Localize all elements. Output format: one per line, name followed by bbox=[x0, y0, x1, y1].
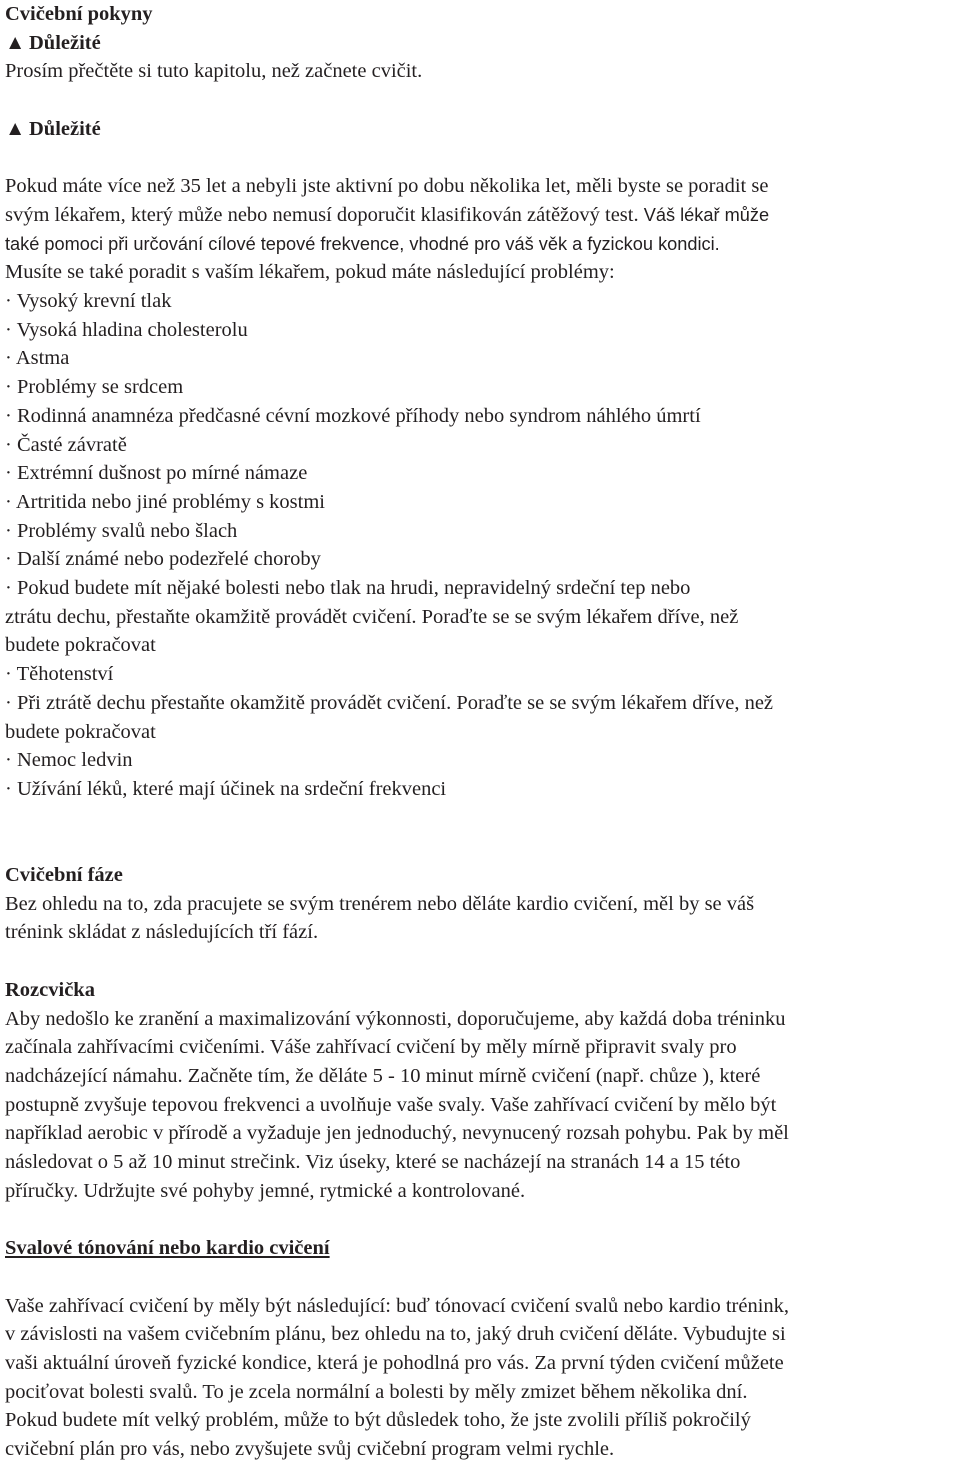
bullet-icon: · bbox=[5, 548, 12, 571]
important-heading-2 bbox=[5, 115, 955, 144]
consult-line-2: svým lékařem, který může nebo nemusí doporučit klasifikován zátěžový test. Váš lékař může bbox=[5, 203, 770, 226]
list-item: · Vysoký krevní tlak bbox=[5, 290, 172, 312]
toning-line: cvičební plán pro vás, nebo zvyšujete svůj cvičební program velmi rychle. bbox=[5, 1438, 615, 1461]
consult-line-1: Pokud máte více než 35 let a nebyli jste aktivní po dobu několika let, měli byste se poradit se bbox=[5, 175, 769, 198]
consult-sans-line: také pomoci při určování cílové tepové frekvence, vhodné pro váš věk a fyzickou kondici. bbox=[5, 233, 720, 254]
bullet-icon: · bbox=[5, 433, 12, 456]
document-page bbox=[5, 0, 955, 1464]
chest-pain-line-3: budete pokračovat bbox=[5, 634, 156, 657]
warmup-title: Rozcvička bbox=[5, 978, 95, 1001]
bullet-icon: · bbox=[5, 777, 12, 800]
phases-title: Cvičební fáze bbox=[5, 864, 123, 887]
important-heading bbox=[5, 29, 955, 58]
problems-intro: Musíte se také poradit s vaším lékařem, pokud máte následující problémy: bbox=[5, 261, 615, 284]
phases-line: trénink skládat z následujících tří fází. bbox=[5, 921, 319, 944]
toning-line: pociťovat bolesti svalů. To je zcela normální a bolesti by měly zmizet během několika dní. bbox=[5, 1380, 748, 1403]
intro-text: Prosím přečtěte si tuto kapitolu, než začnete cvičit. bbox=[5, 60, 423, 83]
toning-line: vaši aktuální úroveň fyzické kondice, která je pohodlná pro vás. Za první týden cvičení můžete bbox=[5, 1351, 784, 1374]
list-item-pregnancy: · Těhotenství bbox=[5, 663, 114, 686]
warning-triangle-icon: ▲ bbox=[5, 117, 26, 140]
list-item: · Vysoká hladina cholesterolu bbox=[5, 318, 248, 341]
list-item: · Astma bbox=[5, 347, 70, 370]
list-item-chest-pain: · Pokud budete mít nějaké bolesti nebo tlak na hrudi, nepravidelný srdeční tep nebo bbox=[5, 577, 691, 600]
warmup-line: například aerobic v přírodě a vyžaduje jen jednoduchý, nevynucený rozsah pohybu. Pak by měl bbox=[5, 1122, 789, 1145]
consult-sans-tail: Váš lékař může bbox=[643, 204, 770, 225]
toning-line: Pokud budete mít velký problém, může to být důsledek toho, že jste zvolili příliš pokročilý bbox=[5, 1409, 751, 1432]
bullet-icon: · bbox=[5, 290, 12, 312]
warmup-line: začínala zahřívacími cvičeními. Váše zahřívací cvičení by měly mírně připravit svaly pro bbox=[5, 1036, 737, 1059]
important-label-2: Důležité bbox=[29, 117, 101, 140]
warning-triangle-icon: ▲ bbox=[5, 31, 26, 54]
list-item: · Problémy svalů nebo šlach bbox=[5, 519, 238, 542]
list-item-medication: · Užívání léků, které mají účinek na srdeční frekvenci bbox=[5, 777, 447, 800]
warmup-line: postupně zvyšuje tepovou frekvenci a uvolňuje vaše svaly. Vaše zahřívací cvičení by mělo být bbox=[5, 1093, 777, 1116]
warmup-line: nadcházející námahu. Začněte tím, že děláte 5 - 10 minut mírně cvičení (např. chůze ), které bbox=[5, 1064, 761, 1087]
warmup-line: následovat o 5 až 10 minut strečink. Viz úseky, které se nacházejí na stranách 14 a 15 této bbox=[5, 1151, 741, 1174]
bullet-icon: · bbox=[5, 519, 12, 542]
bullet-icon: · bbox=[5, 347, 12, 370]
list-item: · Problémy se srdcem bbox=[5, 376, 184, 399]
bullet-icon: · bbox=[5, 318, 12, 341]
bullet-icon: · bbox=[5, 376, 12, 399]
bullet-icon: · bbox=[5, 663, 12, 686]
list-item: · Extrémní dušnost po mírné námaze bbox=[5, 462, 308, 485]
toning-line: v závislosti na vašem cvičebním plánu, bez ohledu na to, jaký druh cvičení děláte. Vybudujte si bbox=[5, 1323, 786, 1346]
important-label: Důležité bbox=[29, 31, 101, 54]
breath-loss-line-2: budete pokračovat bbox=[5, 720, 156, 743]
list-item-kidney: · Nemoc ledvin bbox=[5, 749, 133, 772]
bullet-icon: · bbox=[5, 577, 12, 600]
warmup-line: příručky. Udržujte své pohyby jemné, rytmické a kontrolované. bbox=[5, 1179, 526, 1202]
list-item: · Rodinná anamnéza předčasné cévní mozkové příhody nebo syndrom náhlého úmrtí bbox=[5, 404, 701, 427]
section-title: Cvičební pokyny bbox=[5, 3, 153, 25]
bullet-icon: · bbox=[5, 462, 12, 485]
chest-pain-line-2: ztrátu dechu, přestaňte okamžitě provádět cvičení. Poraďte se se svým lékařem dříve, než bbox=[5, 605, 739, 628]
warmup-line: Aby nedošlo ke zranění a maximalizování výkonnosti, doporučujeme, aby každá doba tréninku bbox=[5, 1007, 786, 1030]
toning-title: Svalové tónování nebo kardio cvičení bbox=[5, 1237, 330, 1260]
list-item: · Další známé nebo podezřelé choroby bbox=[5, 548, 321, 571]
list-item: · Artritida nebo jiné problémy s kostmi bbox=[5, 490, 325, 513]
bullet-icon: · bbox=[5, 490, 12, 513]
list-item-breath-loss: · Při ztrátě dechu přestaňte okamžitě provádět cvičení. Poraďte se se svým lékařem dříve, než bbox=[5, 691, 774, 714]
list-item: · Časté závratě bbox=[5, 433, 127, 456]
phases-line: Bez ohledu na to, zda pracujete se svým trenérem nebo děláte kardio cvičení, měl by se váš bbox=[5, 892, 755, 915]
bullet-icon: · bbox=[5, 749, 12, 772]
bullet-icon: · bbox=[5, 691, 12, 714]
toning-line: Vaše zahřívací cvičení by měly být následující: buď tónovací cvičení svalů nebo kardio trénink, bbox=[5, 1294, 790, 1317]
bullet-icon: · bbox=[5, 404, 12, 427]
